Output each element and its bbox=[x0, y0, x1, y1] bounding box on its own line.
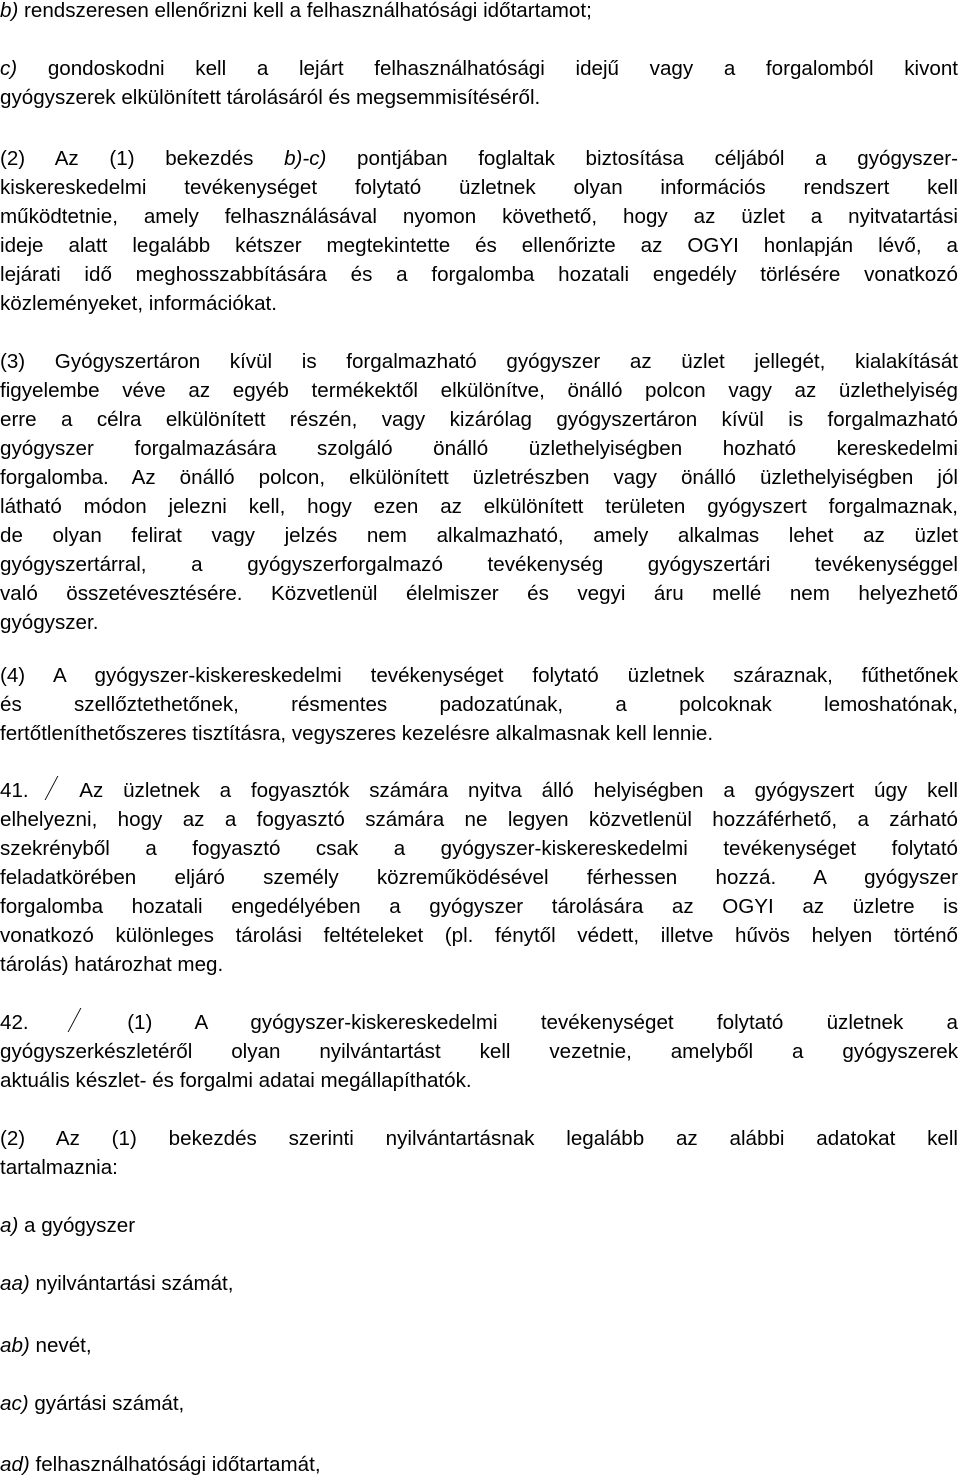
text-line: kiskereskedelmi tevékenységet folytató üzletnek olyan információs rendszert kell bbox=[0, 176, 958, 199]
text-line: és szellőztethetőnek, résmentes padozatúnak, a polcoknak lemoshatónak, bbox=[0, 693, 958, 716]
item-marker: ad) bbox=[0, 1453, 30, 1476]
text-line: aktuális készlet- és forgalmi adatai megállapíthatók. bbox=[0, 1069, 472, 1092]
text-line: gyógyszer forgalmazására szolgáló önálló üzlethelyiségben hozható kereskedelmi bbox=[0, 437, 958, 460]
item-c bbox=[0, 54, 958, 112]
section-number: 41. bbox=[0, 779, 29, 802]
text-line: elhelyezni, hogy az a fogyasztó számára ne legyen közvetlenül hozzáférhető, a zárható bbox=[0, 808, 958, 831]
text-line bbox=[0, 1211, 958, 1240]
text-line bbox=[0, 54, 958, 83]
item-marker: ac) bbox=[0, 1392, 29, 1415]
text-line: ideje alatt legalább kétszer megtekintette és ellenőrizte az OGYI honlapján lévő, a bbox=[0, 234, 958, 257]
item-marker: c) bbox=[0, 57, 18, 80]
text-line bbox=[0, 1389, 958, 1418]
text-line: tárolás) határozhat meg. bbox=[0, 953, 224, 976]
text-run: Az üzletnek a fogyasztók számára nyitva álló helyiségben a gyógyszert úgy kell bbox=[60, 779, 958, 802]
list-item bbox=[0, 1331, 958, 1360]
text-line: (2) Az (1) bekezdés szerinti nyilvántartásnak legalább az alábbi adatokat kell bbox=[0, 1127, 958, 1150]
item-text: a gyógyszer bbox=[18, 1214, 136, 1237]
text-run: pontjában foglaltak biztosítása céljából a gyógyszer- bbox=[326, 147, 958, 170]
text-line: közleményeket, információkat. bbox=[0, 292, 277, 315]
text-line: feladatkörében eljáró személy közreműködésével férhessen hozzá. A gyógyszer bbox=[0, 866, 958, 889]
paragraph-2 bbox=[0, 144, 958, 318]
text-line: forgalomba hozatali engedélyében a gyógyszer tárolására az OGYI az üzletre is bbox=[0, 895, 958, 918]
item-marker: ab) bbox=[0, 1334, 30, 1357]
paragraph-4 bbox=[0, 661, 958, 748]
text-run: (1) A gyógyszer-kiskereskedelmi tevékenységet folytató üzletnek a bbox=[83, 1011, 958, 1034]
text-line: gyógyszerkészletéről olyan nyilvántartást kell vezetnie, amelyből a gyógyszerek bbox=[0, 1040, 958, 1063]
item-marker: a) bbox=[0, 1214, 19, 1237]
text-line: gyógyszer. bbox=[0, 611, 99, 634]
text-line: figyelembe véve az egyéb termékektől elkülönítve, önálló polcon vagy az üzlethelyiség bbox=[0, 379, 958, 402]
text-line: lejárati idő meghosszabbítására és a forgalomba hozatali engedély törlésére vonatkozó bbox=[0, 263, 958, 286]
text-line: gyógyszerek elkülönített tárolásáról és megsemmisítéséről. bbox=[0, 86, 541, 109]
item-text: gondoskodni kell a lejárt felhasználhatósági idejű vagy a forgalomból kivont bbox=[17, 57, 958, 80]
item-text: nyilvántartási számát, bbox=[29, 1272, 234, 1295]
text-line bbox=[0, 1450, 958, 1479]
item-marker: aa) bbox=[0, 1272, 30, 1295]
text-line bbox=[0, 144, 958, 173]
paragraph-3 bbox=[0, 347, 958, 637]
text-line: (3) Gyógyszertáron kívül is forgalmazható gyógyszer az üzlet jellegét, kialakítását bbox=[0, 350, 958, 373]
item-text: gyártási számát, bbox=[28, 1392, 185, 1415]
text-line bbox=[0, 0, 958, 25]
text-line: forgalomba. Az önálló polcon, elkülönített üzletrészben vagy önálló üzlethelyiségben jól bbox=[0, 466, 958, 489]
item-b bbox=[0, 0, 958, 25]
item-text: felhasználhatósági időtartamát, bbox=[29, 1453, 321, 1476]
section-number: 42. bbox=[0, 1011, 29, 1034]
item-marker: b)-c) bbox=[284, 147, 327, 170]
item-marker: b) bbox=[0, 0, 19, 22]
text-line: erre a célra elkülönített részén, vagy kizárólag gyógyszertáron kívül is forgalmazható bbox=[0, 408, 958, 431]
text-line: vonatkozó különleges tárolási feltételeket (pl. fénytől védett, illetve hűvös helyen történő bbox=[0, 924, 958, 947]
text-line: gyógyszertárral, a gyógyszerforgalmazó tevékenység gyógyszertári tevékenységgel bbox=[0, 553, 958, 576]
item-text: nevét, bbox=[29, 1334, 92, 1357]
text-line bbox=[0, 1331, 958, 1360]
text-line: való összetévesztésére. Közvetlenül élelmiszer és vegyi áru mellé nem helyezhető bbox=[0, 582, 958, 605]
text-run: (2) Az (1) bekezdés bbox=[0, 147, 285, 170]
text-line: de olyan felirat vagy jelzés nem alkalmazható, amely alkalmas lehet az üzlet bbox=[0, 524, 958, 547]
item-text: rendszeresen ellenőrizni kell a felhasználhatósági időtartamot; bbox=[18, 0, 592, 22]
text-line: működtetnie, amely felhasználásával nyomon követhető, hogy az üzlet a nyitvatartási bbox=[0, 205, 958, 228]
paragraph-42-2 bbox=[0, 1124, 958, 1182]
text-line bbox=[0, 1269, 958, 1298]
section-42 bbox=[0, 1008, 958, 1095]
list-item bbox=[0, 1389, 958, 1418]
text-line bbox=[0, 776, 958, 805]
list-item bbox=[0, 1450, 958, 1479]
text-line: látható módon jelezni kell, hogy ezen az elkülönített területen gyógyszert forgalmaznak, bbox=[0, 495, 958, 518]
section-41 bbox=[0, 776, 958, 979]
list-item bbox=[0, 1211, 958, 1240]
list-item bbox=[0, 1269, 958, 1298]
text-line: szekrényből a fogyasztó csak a gyógyszer-kiskereskedelmi tevékenységet folytató bbox=[0, 837, 958, 860]
text-line: tartalmaznia: bbox=[0, 1156, 118, 1179]
text-line: fertőtleníthetőszeres tisztításra, vegyszeres kezelésre alkalmasnak kell lennie. bbox=[0, 722, 714, 745]
text-line bbox=[0, 1008, 958, 1037]
text-line: (4) A gyógyszer-kiskereskedelmi tevékenységet folytató üzletnek száraznak, fűthetőnek bbox=[0, 664, 958, 687]
